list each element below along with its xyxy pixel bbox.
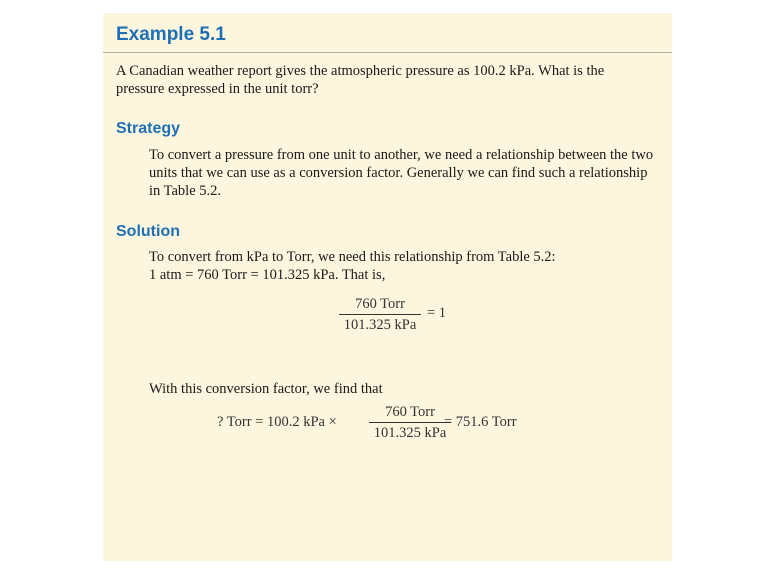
factor-denominator: 101.325 kPa [343, 317, 417, 333]
calc-fraction [369, 404, 451, 442]
strategy-heading: Strategy [116, 120, 181, 137]
strategy-text: To convert a pressure from one unit to another, we need a relationship between the two units that we can use as a conversion factor. Generally we can find such a relationship in Table 5.2. [149, 147, 654, 199]
solution-intro-line1: To convert from kPa to Torr, we need this relationship from Table 5.2: [149, 249, 556, 265]
factor-equals-one: = 1 [427, 305, 447, 321]
calc-result: = 751.6 Torr [444, 414, 517, 430]
problem-statement: A Canadian weather report gives the atmospheric pressure as 100.2 kPa. What is the pressure expressed in the unit torr? [116, 63, 605, 97]
solution-intro-line2: 1 atm = 760 Torr = 101.325 kPa. That is, [149, 267, 386, 283]
example-title: Example 5.1 [116, 24, 226, 45]
title-divider [103, 52, 672, 53]
factor-numerator: 760 Torr [355, 296, 405, 312]
example-panel [103, 13, 672, 561]
calc-numerator: 760 Torr [385, 404, 435, 420]
solution-followup: With this conversion factor, we find that [149, 381, 383, 397]
calc-denominator: 101.325 kPa [373, 425, 447, 441]
solution-heading: Solution [116, 223, 180, 240]
calc-lhs: ? Torr = 100.2 kPa × [217, 414, 337, 430]
factor-fraction [339, 296, 421, 334]
